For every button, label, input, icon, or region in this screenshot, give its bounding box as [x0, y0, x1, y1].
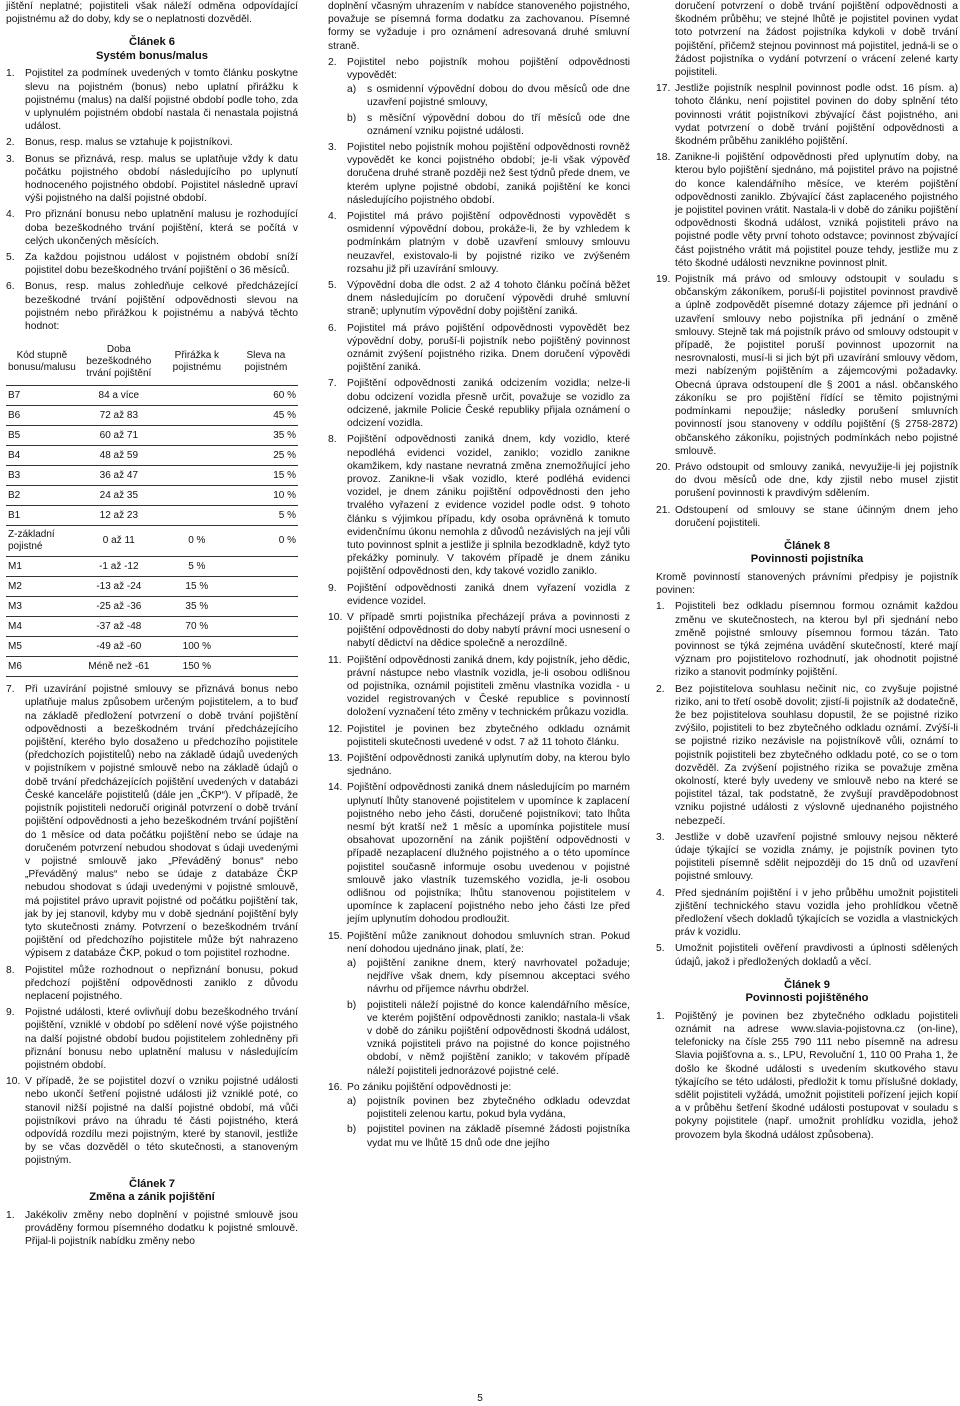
table-body — [6, 386, 298, 677]
list-item: 2. Bez pojistitelova souhlasu nečinit nic, co zvyšuje pojistné riziko, ani to třetí osobě dovolit; zjistí-li pojistník až dodatečně, že bez pojistitelova souhlasu dopustil, že se pojistné riziko zvýšilo, pojistiteli to bez zbytečného odkladu oznámí. Zvýší-li se pojistné riziko nezávisle na pojistníkově vůli, oznámí to pojistník pojistiteli bez zbytečného odkladu poté, co se o tom dozvěděl. Za zvýšení pojistného rizika se považuje změna okolností, které byly uvedeny ve smlouvě nebo na které se pojistitel tázal, tak podstatně, že zvyšují pravděpodobnost vzniku pojistné události z výslovně ujednaného pojistného nebezpečí. — [656, 683, 958, 827]
table-cell: B1 — [6, 506, 78, 526]
table-cell: 150 % — [160, 657, 234, 677]
article-6-items — [6, 67, 298, 333]
table-cell: 0 % — [160, 526, 234, 557]
table-cell — [160, 506, 234, 526]
table-cell — [234, 637, 298, 657]
article-title: Článek 7 — [128, 1177, 176, 1190]
table-cell: B2 — [6, 486, 78, 506]
list-item: 9. Pojištění odpovědnosti zaniká dnem vyřazení vozidla z evidence vozidel. — [328, 582, 630, 607]
column-right — [656, 0, 958, 1145]
table-cell — [234, 657, 298, 677]
continued-text: doplnění včasným uhrazením v nabídce stanoveného pojistného, považuje se písemná forma dodatku za zachovanou. Písemné formy se vyžaduje i pro oznámení adresovaná druhé smluvní straně. — [328, 1, 630, 52]
table-header: Přirážka k pojistnému — [160, 339, 234, 386]
table-cell: Méně než -61 — [78, 657, 160, 677]
table-cell — [160, 386, 234, 406]
table-row — [6, 406, 298, 426]
table-cell — [234, 557, 298, 577]
list-item: 17. Jestliže pojistník nesplnil povinnost podle odst. 16 písm. a) tohoto článku, není pojistitel povinen do doby splnění této povinnosti vrátit pojistníkovi zbývající část pojistného, ani vydat potvrzení o době trvání pojištění odpovědnosti a škodném průběhu zaniklého pojištění. — [656, 83, 958, 148]
list-item: 4. Pojistitel má právo pojištění odpovědnosti vypovědět s osmidenní výpovědní dobou, prokáže-li, že by vzhledem k podmínkám platným v době uzavření smlouvy smlouvu neuzavřel, existovalo-li by pojistné riziko ve zvýšeném rozsahu již při uzavírání smlouvy. — [328, 211, 630, 275]
article-7-items-continued — [328, 56, 630, 1150]
table-row — [6, 506, 298, 526]
table-cell: B6 — [6, 406, 78, 426]
table-row — [6, 526, 298, 557]
list-item: 18. Zanikne-li pojištění odpovědnosti před uplynutím doby, na kterou bylo pojištění sjednáno, má pojistitel právo na pojistné do konce kalendářního měsíce, ve kterém pojištění odpovědnosti zaniklo. Zbývající část zaplaceného pojistného je pojistitel povinen vrátit. Nastala-li v době do zániku pojištění odpovědnosti škodná událost, vzniká pojistiteli právo na pojistné podle věty první tohoto odstavce; povinnost zbývající část pojistného vrátit má pojistitel pouze tehdy, jestliže mu z této škodné události nevznikne povinnost plnit. — [656, 152, 958, 269]
table-cell: M6 — [6, 657, 78, 677]
list-item: 20. Právo odstoupit od smlouvy zaniká, nevyužije-li jej pojistník do dvou měsíců ode dne, kdy zjistil nebo musel zjistit porušení povinnosti k pravdivým sdělením. — [656, 461, 958, 500]
table-row — [6, 617, 298, 637]
article-6-items-continued — [6, 683, 298, 1167]
list-item: 6. Pojistitel má právo pojištění odpovědnosti vypovědět bez výpovědní doby, poruší-li pojistník nebo pojištěný povinnost oznámit zvýšení pojistného rizika. Dnem doručení výpovědi pojištění zaniká. — [328, 322, 630, 374]
table-cell: -1 až -12 — [78, 557, 160, 577]
article-title: Článek 9 — [783, 978, 831, 991]
sub-list-item: b) s měsíční výpovědní dobou do tří měsíců ode dne oznámení vzniku pojistné události. — [347, 112, 630, 137]
list-item: 13. Pojištění odpovědnosti zaniká uplynutím doby, na kterou bylo sjednáno. — [328, 752, 630, 778]
article-8-items — [656, 600, 958, 968]
list-item: 2. Pojistitel nebo pojistník mohou pojištění odpovědnosti vypovědět: a) s osmidenní výpovědní dobou do dvou měsíců ode dne uzavření pojistné smlouvy, b) s měsíční výpovědní dobou do tří měsíců ode dne oznámení vzniku pojistné události. — [328, 56, 630, 137]
list-item: 11. Pojištění odpovědnosti zaniká dnem, kdy pojistník, jeho dědic, právní nástupce nebo vlastník vozidla, je-li osobou odlišnou od pojistníka, oznámil pojistiteli změnu vlastníka vozidla - u vozidel registrovaných v České republice s povinností doložení vyznačení této změny v technickém průkazu vozidla. — [328, 654, 630, 719]
column-left — [6, 0, 298, 1251]
list-item: 14. Pojištění odpovědnosti zaniká dnem následujícím po marném uplynutí lhůty stanovené pojistitelem v upomínce k zaplacení pojistného nebo jeho části, doručené pojistníkovi; tato lhůta nesmí být kratší než 1 měsíc a upomínka pojistitele musí obsahovat upozornění na zánik pojištění odpovědnosti v případě nezaplacení dlužného pojistného a o této upomínce pojistitel současně informuje osobu uvedenou v pojistné smlouvě jako vlastník tuzemského vozidla, je-li osobou odlišnou od pojistníka; lhůtu stanovenou pojistitelem v upomínce k zaplacení pojistného nebo jeho části lze před jejím uplynutím dohodou prodloužit. — [328, 782, 630, 926]
table-cell: 35 % — [160, 597, 234, 617]
table-row — [6, 486, 298, 506]
table-cell: 15 % — [160, 577, 234, 597]
table-row — [6, 657, 298, 677]
table-cell: -49 až -60 — [78, 637, 160, 657]
continued-text: jištění neplatné; pojistiteli však náleží odměna odpovídající pojistnému až do doby, kdy se o neplatnosti dozvěděl. — [6, 1, 298, 26]
table-cell: 15 % — [234, 466, 298, 486]
table-cell: 0 % — [234, 526, 298, 557]
table-cell — [160, 426, 234, 446]
article-9-heading — [656, 979, 958, 1006]
table-cell — [160, 486, 234, 506]
list-item: 5. Výpovědní doba dle odst. 2 až 4 tohoto článku počíná běžet dnem následujícím po doručení výpovědi druhé smluvní straně; uplynutím výpovědní doby pojištění zaniká. — [328, 280, 630, 318]
table-header: Kód stupně bonusu/malusu — [6, 339, 78, 386]
list-item: 19. Pojistník má právo od smlouvy odstoupit v souladu s občanským zákoníkem, poruší-li pojistitel povinnost pravdivě a úplně zodpovědět písemné dotazy zájemce při jednání o uzavření smlouvy nebo pojistníka při jednání o změně smlouvy. Stejně tak má pojistník právo od smlouvy odstoupit v případě, že pojistitel poruší povinnost upozornit na nesrovnalosti, musí-li si jich být při uzavírání smlouvy vědom, mezi nabízeným pojištěním a zájemcovými požadavky. Obecná úprava odstoupení dle § 2001 a násl. občanského zákoníku se pro pojištění řídící se těmito pojistnými podmínkami nepoužije; následky porušení smluvních povinností jsou stanoveny v oddílu pojištění (§ 2758-2872) občanského zákoníku, pojistných podmínkách nebo pojistné smlouvě. — [656, 274, 958, 457]
table-cell: 60 až 71 — [78, 426, 160, 446]
article-subtitle: Změna a zánik pojištění — [89, 1191, 215, 1204]
list-item: 8. Pojištění odpovědnosti zaniká dnem, kdy vozidlo, které nepodléhá evidenci vozidel, zaniklo; vozidlo zanikne okamžikem, kdy nastane nevratná změna znemožňující jeho provoz. Zanikne-li však vozidlo, které podléhá evidenci vozidel, je dnem zániku pojištění odpovědnosti den jeho trvalého vyřazení z evidence vozidel podle odst. 9 tohoto článku s výjimkou případu, kdy osoba oprávněná k tomuto evidenčnímu úkonu nemohla z důvodů nezávislých na její vůli tuto povinnost splnit a jestliže ji splnila bezodkladně, když tyto překážky pominuly. V takovém případě je dnem zániku pojištění odpovědnosti den, kdy takové vozidlo zaniklo. — [328, 434, 630, 578]
table-cell: M3 — [6, 597, 78, 617]
table-cell: 5 % — [234, 506, 298, 526]
list-item: 7. Při uzavírání pojistné smlouvy se přiznává bonus nebo uplatňuje malus způsobem určeným pojistitelem, a to buď na základě předložení potvrzení o době trvání pojištění odpovědnosti a bezeškodném trvání předcházejícího pojištění, kterého bylo dosaženo u předchozího pojistitele (předchozích pojistitelů) nebo na základě údajů uvedených v pojistníkem v pojistné smlouvě nebo na základě údajů o době trvání předcházejících pojištění uvedených v databázi České kanceláře pojistitelů (dále jen „ČKP“). V případě, že pojistník pojistiteli nedoručí originál potvrzení o době trvání pojištění odpovědnosti a jeho bezeškodném trvání pojištění do 1 měsíce od data počátku pojištění nebo se údaje na doručeném potvrzení nebudou shodovat s údaji uvedenými v pojistné smlouvě jako „Převáděný bonus“ nebo „Převáděný malus“ nebo se údaje z databáze ČKP nebudou shodovat s údaji uvedenými v pojistné smlouvě, má pojistitel právo upravit pojistné od počátku pojištění tak, jak by jej stanovil, kdyby mu v době sjednání pojištění byly tyto skutečnosti známy. Potvrzení o bezeškodném trvání pojištění od předchozího pojistitele může být nahrazeno výpisem z databáze ČKP, pokud o tom pojistitel rozhodne. — [6, 684, 298, 960]
sub-list — [347, 1095, 630, 1150]
table-cell: B5 — [6, 426, 78, 446]
list-item: 1. Pojištěný je povinen bez zbytečného odkladu pojistiteli oznámit na adrese www.slavia-pojistovna.cz (on-line), telefonicky na čísle 255 790 111 nebo písemně na adresu Slavia pojišťovna a. s., LPU, Revoluční 1, 110 00 Praha 1, že došlo ke škodné události s uvedením skutkového stavu týkajícího se této události, předložit k tomu příslušné doklady, sdělit pojistiteli vyžádá, umožnit pojistiteli pořízení jejich kopií a v průběhu šetření škodné události postupovat v souladu s pokyny pojistitele (např. umožnit prohlídku vozidla, jehož provozem byla škodná událost způsobena). — [656, 1010, 958, 1141]
table-cell: Z-základní pojistné — [6, 526, 78, 557]
list-item: 1. Pojistitel za podmínek uvedených v tomto článku poskytne slevu na pojistném (bonus) nebo uplatní přirážku k pojistnému (malus) na další pojistné období podle toho, zda v uplynulém pojistném období nastala či nenastala pojistná událost. — [6, 68, 298, 133]
table-cell — [160, 406, 234, 426]
table-row — [6, 466, 298, 486]
table-cell: 72 až 83 — [78, 406, 160, 426]
list-item: 15. Pojištění může zaniknout dohodou smluvních stran. Pokud není dohodou ujednáno jinak, platí, že: a) pojištění zanikne dnem, který navrhovatel požaduje; nejdříve však dnem, kdy písemnou akceptaci svého návrhu od příjemce návrhu obdržel. b) pojistiteli náleží pojistné do konce kalendářního měsíce, ve kterém pojištění odpovědnosti zaniklo; nastala-li však v době do zániku pojištění odpovědnosti škodná událost, vzniká pojistiteli právo na pojistné do konce pojistného období, v němž pojištění zaniklo; v takovém případě náleží pojistiteli jednorázové pojistné celé. — [328, 930, 630, 1077]
table-cell: -13 až -24 — [78, 577, 160, 597]
list-item: 3. Pojistitel nebo pojistník mohou pojištění odpovědnosti rovněž vypovědět ke konci pojistného období; je-li však výpověď doručena druhé straně později než šest týdnů přede dnem, ve kterém uplyne pojistné období, zaniká pojištění ke konci následujícího pojistného období. — [328, 142, 630, 206]
table-row — [6, 386, 298, 406]
list-item: 6. Bonus, resp. malus zohledňuje celkové předcházející bezeškodné trvání pojištění odpovědnosti slevou na pojistném nebo přirážkou k pojistnému a nabývá těchto hodnot: — [6, 281, 298, 333]
table-cell — [160, 466, 234, 486]
list-item: 3. Bonus se přiznává, resp. malus se uplatňuje vždy k datu počátku pojistného období následujícího po uplynutí hodnoceného pojistného období. Pojistitel následně upraví výši pojistného na další pojistné období. — [6, 153, 298, 205]
list-item: 5. Umožnit pojistiteli ověření pravdivosti a úplnosti sdělených údajů, jakož i předložených dokladů a věcí. — [656, 943, 958, 968]
table-row — [6, 597, 298, 617]
sub-list-item: a) pojištění zanikne dnem, který navrhovatel požaduje; nejdříve však dnem, kdy písemnou akceptaci svého návrhu od příjemce návrhu obdržel. — [347, 958, 630, 996]
list-item: 4. Před sjednáním pojištění i v jeho průběhu umožnit pojistiteli zjištění technického stavu vozidla jeho prohlídkou včetně předložení všech dokladů týkajících se vozidla a vlastnických práv k vozidlu. — [656, 887, 958, 939]
page-number: 5 — [477, 1393, 483, 1404]
sub-list-item: b) pojistitel povinen na základě písemné žádosti pojistníka vydat mu ve lhůtě 15 dnů ode dne jejího — [347, 1124, 630, 1149]
table-cell: 24 až 35 — [78, 486, 160, 506]
table-header-row — [6, 339, 298, 386]
article-7-items — [6, 1209, 298, 1249]
bonus-malus-table — [6, 339, 298, 677]
table-cell: B7 — [6, 386, 78, 406]
list-item: 10. V případě, že se pojistitel dozví o vzniku pojistné události nebo ukončí šetření pojistné události již vzniklé poté, co stanovil nižší pojistné na další pojistné období, má vůči pojistníkovi právo na úhradu té části pojistného, která odpovídá rozdílu mezi pojistným, které by stanovil, jestliže by se včas dozvěděl o této skutečnosti, a stanoveným pojistným. — [6, 1076, 298, 1167]
list-item: 9. Pojistné události, které ovlivňují dobu bezeškodného trvání pojištění, vzniklé v období po sdělení nové výše pojistného na další pojistné období budou pojistitelem zohledněny při přiznání bonusu nebo uplatnění malusu v následujícím pojistném období. — [6, 1007, 298, 1071]
table-cell: M1 — [6, 557, 78, 577]
table-cell: M5 — [6, 637, 78, 657]
table-cell: 70 % — [160, 617, 234, 637]
article-subtitle: Povinnosti pojištěného — [745, 992, 869, 1005]
article-8-intro: Kromě povinností stanovených právními předpisy je pojistník povinen: — [656, 571, 958, 597]
table-cell: M2 — [6, 577, 78, 597]
table-cell: 25 % — [234, 446, 298, 466]
table-cell: B4 — [6, 446, 78, 466]
article-8-heading — [656, 540, 958, 567]
table-cell: B3 — [6, 466, 78, 486]
table-row — [6, 426, 298, 446]
list-item: 10. V případě smrti pojistníka přecházejí práva a povinnosti z pojištění odpovědnosti do doby nabytí právní moci usnesení o nabytí dědictví na dědice společně a nerozdílně. — [328, 611, 630, 650]
table-cell — [160, 446, 234, 466]
article-title: Článek 6 — [128, 36, 176, 49]
table-header: Doba bezeškodného trvání pojištění — [78, 339, 160, 386]
table-cell: 36 až 47 — [78, 466, 160, 486]
table-cell — [234, 617, 298, 637]
list-item: 21. Odstoupení od smlouvy se stane účinným dnem jeho doručení pojistiteli. — [656, 504, 958, 529]
list-item: 16. Po zániku pojištění odpovědnosti je: a) pojistník povinen bez zbytečného odkladu odevzdat pojistiteli zelenou kartu, pokud byla vydána, b) pojistitel povinen na základě písemné žádosti pojistníka vydat mu ve lhůtě 15 dnů ode dne jejího — [328, 1081, 630, 1149]
table-cell: -37 až -48 — [78, 617, 160, 637]
list-item: 1. Pojistiteli bez odkladu písemnou formou oznámit každou změnu ve skutečnostech, na kterou byl při sjednání nebo změně pojistné smlouvy písemnou formou tázán. Tato povinnost se týká zejména uvádění skutečností, které mají význam pro pojistitelovo rozhodnutí, jak ohodnotit pojistné riziko a stanovit podmínky pojištění. — [656, 601, 958, 679]
table-row — [6, 557, 298, 577]
article-subtitle: Povinnosti pojistníka — [750, 553, 864, 566]
table-row — [6, 637, 298, 657]
sub-list — [347, 957, 630, 1078]
list-item: 1. Jakékoliv změny nebo doplnění v pojistné smlouvě jsou prováděny formou písemného dodatku k pojistné smlouvě. Přijal-li pojistník nabídku změny nebo — [6, 1209, 298, 1247]
table-cell: 35 % — [234, 426, 298, 446]
continued-text: doručení potvrzení o době trvání pojištění odpovědnosti a škodném průběhu; ve stejné lhůtě je pojistitel povinen vydat toto potvrzení na žádost pojistníka kdykoli v době trvání pojištění, přičemž stejnou povinnost má pojistitel, jedná-li se o žádost pojistníka o vydání potvrzení o vrácení zelené karty pojistiteli. — [675, 1, 958, 79]
list-item: 5. Za každou pojistnou událost v pojistném období sníží pojistitel dobu bezeškodného trvání pojištění o 36 měsíců. — [6, 252, 298, 277]
table-cell: 48 až 59 — [78, 446, 160, 466]
list-item: 12. Pojistitel je povinen bez zbytečného odkladu oznámit pojistiteli skutečnosti uvedené v odst. 7 až 11 tohoto článku. — [328, 723, 630, 748]
table-row — [6, 577, 298, 597]
table-cell: 10 % — [234, 486, 298, 506]
table-cell — [234, 577, 298, 597]
article-9-items — [656, 1010, 958, 1142]
table-cell — [234, 597, 298, 617]
article-7-heading — [6, 1178, 298, 1205]
article-7-items-end — [656, 82, 958, 530]
table-header: Sleva na pojistném — [234, 339, 298, 386]
list-item: 3. Jestliže v době uzavření pojistné smlouvy nejsou některé údaje týkající se vozidla známy, je pojistník povinen tyto pojistiteli písemně sdělit nejpozději do 15 dnů od uzavření pojistné smlouvy. — [656, 831, 958, 883]
table-cell: M4 — [6, 617, 78, 637]
table-cell: 100 % — [160, 637, 234, 657]
table-cell: 60 % — [234, 386, 298, 406]
table-cell: 5 % — [160, 557, 234, 577]
sub-list — [347, 83, 630, 138]
table-cell: -25 až -36 — [78, 597, 160, 617]
table-cell: 0 až 11 — [78, 526, 160, 557]
list-item: 2. Bonus, resp. malus se vztahuje k pojistníkovi. — [6, 137, 233, 149]
table-row — [6, 446, 298, 466]
sub-list-item: b) pojistiteli náleží pojistné do konce kalendářního měsíce, ve kterém pojištění odpovědnosti zaniklo; nastala-li však v době do zániku pojištění odpovědnosti škodná událost, vzniká pojistiteli právo na pojistné do konce pojistného období, v němž pojištění zaniklo; v takovém případě náleží pojistiteli jednorázové pojistné celé. — [347, 999, 630, 1077]
sub-list-item: a) s osmidenní výpovědní dobou do dvou měsíců ode dne uzavření pojistné smlouvy, — [347, 84, 630, 109]
sub-list-item: a) pojistník povinen bez zbytečného odkladu odevzdat pojistiteli zelenou kartu, pokud byla vydána, — [347, 1096, 630, 1121]
table-cell: 12 až 23 — [78, 506, 160, 526]
article-subtitle: Systém bonus/malus — [96, 49, 208, 62]
article-6-heading — [6, 36, 298, 63]
list-item: 4. Pro přiznání bonusu nebo uplatnění malusu je rozhodující doba bezeškodného trvání pojištění, která se počítá v celých ukončených měsících. — [6, 209, 298, 247]
list-item: 7. Pojištění odpovědnosti zaniká odcizením vozidla; nelze-li dobu odcizení vozidla přesně určit, považuje se vozidlo za odcizené, jakmile Policie České republiky přijala oznámení o odcizení vozidla. — [328, 378, 630, 430]
column-middle — [328, 0, 630, 1153]
table-cell: 84 a více — [78, 386, 160, 406]
list-item: 8. Pojistitel může rozhodnout o nepřiznání bonusu, pokud předchozí pojištění odpovědnosti zaniklo z důvodu neplacení pojistného. — [6, 964, 298, 1002]
article-title: Článek 8 — [783, 539, 831, 552]
table-cell: 45 % — [234, 406, 298, 426]
